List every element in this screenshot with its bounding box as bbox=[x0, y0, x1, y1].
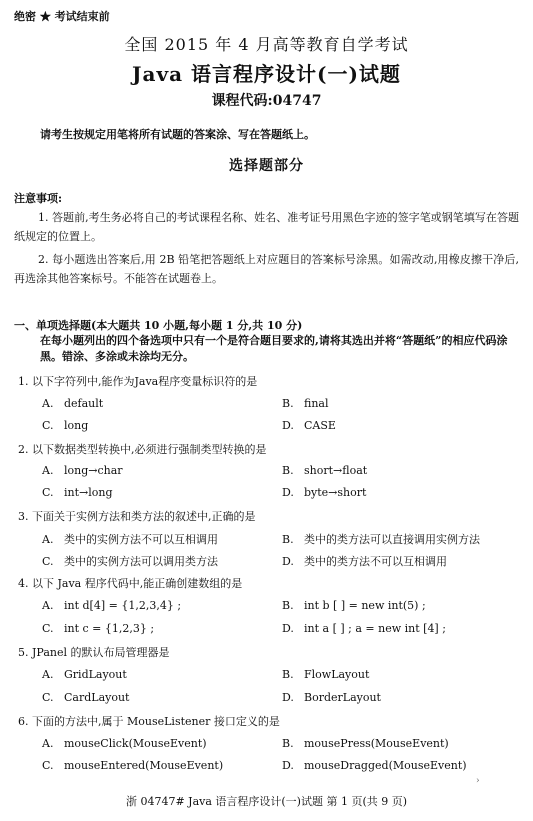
part-description: 在每小题列出的四个备选项中只有一个是符合题目要求的,请将其选出并将“答题纸”的相应代码涂黑。错涂、多涂或未涂均无分。 bbox=[40, 334, 508, 363]
option-text: mouseClick(MouseEvent) bbox=[64, 737, 207, 750]
option-text: CardLayout bbox=[64, 691, 130, 704]
question-stem bbox=[18, 575, 242, 591]
option-text: 类中的实例方法不可以互相调用 bbox=[64, 533, 218, 546]
option-text: byte→short bbox=[304, 486, 367, 499]
option-d bbox=[282, 759, 467, 772]
option-text: int d[4] = {1,2,3,4} ; bbox=[64, 599, 182, 612]
option-b bbox=[282, 531, 480, 547]
option-letter: C. bbox=[42, 486, 54, 499]
question-text: JPanel 的默认布局管理器是 bbox=[32, 646, 170, 659]
option-b bbox=[282, 737, 449, 750]
option-letter: A. bbox=[42, 533, 54, 546]
option-letter: D. bbox=[282, 486, 294, 499]
option-letter: C. bbox=[42, 419, 54, 432]
option-text: int b [ ] = new int(5) ; bbox=[304, 599, 426, 612]
question-number: 5. bbox=[18, 646, 29, 659]
question-number: 3. bbox=[18, 510, 29, 523]
option-text: 类中的实例方法可以调用类方法 bbox=[64, 555, 218, 568]
question-text: 以下数据类型转换中,必须进行强制类型转换的是 bbox=[32, 443, 267, 456]
note-item: 2. 每小题选出答案后,用 2B 铅笔把答题纸上对应题目的答案标号涂黑。如需改动,用橡皮擦干净后,再选涂其他答案标号。不能答在试题卷上。 bbox=[14, 253, 519, 285]
option-b bbox=[282, 397, 329, 410]
option-d bbox=[282, 486, 366, 499]
option-letter: C. bbox=[42, 759, 54, 772]
option-letter: C. bbox=[42, 691, 54, 704]
option-letter: C. bbox=[42, 622, 54, 635]
option-letter: A. bbox=[42, 737, 54, 750]
question-text: 以下字符列中,能作为Java程序变量标识符的是 bbox=[32, 375, 258, 388]
paper-title: Java 语言程序设计(一)试题 bbox=[132, 62, 401, 86]
option-text: int→long bbox=[64, 486, 113, 499]
option-c bbox=[42, 486, 113, 499]
option-letter: D. bbox=[282, 622, 294, 635]
question-text: 以下 Java 程序代码中,能正确创建数组的是 bbox=[32, 577, 243, 590]
option-letter: D. bbox=[282, 555, 294, 568]
option-letter: C. bbox=[42, 555, 54, 568]
question-stem bbox=[18, 644, 169, 660]
option-text: long bbox=[64, 419, 89, 432]
option-text: final bbox=[304, 397, 329, 410]
option-d bbox=[282, 622, 446, 635]
question-number: 4. bbox=[18, 577, 29, 590]
course-code: 课程代码:04747 bbox=[211, 93, 322, 109]
option-a bbox=[42, 397, 103, 410]
option-letter: B. bbox=[282, 464, 294, 477]
question-number: 1. bbox=[18, 375, 29, 388]
notes-title: 注意事项: bbox=[14, 192, 63, 205]
option-c bbox=[42, 691, 129, 704]
option-letter: D. bbox=[282, 691, 294, 704]
instruction: 请考生按规定用笔将所有试题的答案涂、写在答题纸上。 bbox=[40, 128, 315, 141]
option-text: BorderLayout bbox=[304, 691, 381, 704]
option-letter: A. bbox=[42, 464, 54, 477]
option-text: short→float bbox=[304, 464, 368, 477]
option-text: int a [ ] ; a = new int [4] ; bbox=[304, 622, 446, 635]
question-stem bbox=[18, 508, 256, 524]
page-footer: 浙 04747# Java 语言程序设计(一)试题 第 1 页(共 9 页) bbox=[125, 795, 408, 808]
option-letter: B. bbox=[282, 599, 294, 612]
option-text: mousePress(MouseEvent) bbox=[304, 737, 449, 750]
note-item: 1. 答题前,考生务必将自己的考试课程名称、姓名、准考证号用黑色字迹的签字笔或钢笔填写在答题纸规定的位置上。 bbox=[14, 211, 519, 243]
option-letter: D. bbox=[282, 419, 294, 432]
option-letter: B. bbox=[282, 533, 294, 546]
question-text: 下面的方法中,属于 MouseListener 接口定义的是 bbox=[32, 715, 280, 728]
option-text: 类中的类方法可以直接调用实例方法 bbox=[304, 533, 480, 546]
option-a bbox=[42, 668, 127, 681]
option-letter: B. bbox=[282, 737, 294, 750]
option-text: 类中的类方法不可以互相调用 bbox=[304, 555, 447, 568]
question-number: 2. bbox=[18, 443, 29, 456]
question-stem bbox=[18, 441, 267, 457]
option-text: mouseEntered(MouseEvent) bbox=[64, 759, 224, 772]
option-letter: A. bbox=[42, 599, 54, 612]
option-c bbox=[42, 553, 218, 569]
option-letter: B. bbox=[282, 668, 294, 681]
option-c bbox=[42, 759, 223, 772]
option-b bbox=[282, 668, 369, 681]
option-text: FlowLayout bbox=[304, 668, 370, 681]
question-stem bbox=[18, 373, 257, 389]
option-letter: A. bbox=[42, 397, 54, 410]
option-letter: B. bbox=[282, 397, 294, 410]
scan-mark-icon: › bbox=[476, 776, 480, 786]
question-number: 6. bbox=[18, 715, 29, 728]
option-text: mouseDragged(MouseEvent) bbox=[304, 759, 467, 772]
option-a bbox=[42, 531, 218, 547]
question-text: 下面关于实例方法和类方法的叙述中,正确的是 bbox=[32, 510, 256, 523]
option-a bbox=[42, 464, 123, 477]
option-c bbox=[42, 419, 88, 432]
exam-title: 全国 2015 年 4 月高等教育自学考试 bbox=[124, 35, 409, 54]
option-a bbox=[42, 599, 181, 612]
option-c bbox=[42, 622, 154, 635]
option-letter: D. bbox=[282, 759, 294, 772]
option-text: int c = {1,2,3} ; bbox=[64, 622, 155, 635]
option-d bbox=[282, 553, 447, 569]
option-d bbox=[282, 419, 336, 432]
option-text: GridLayout bbox=[64, 668, 127, 681]
option-b bbox=[282, 599, 426, 612]
option-text: CASE bbox=[304, 419, 336, 432]
section-title: 选择题部分 bbox=[229, 158, 304, 174]
option-a bbox=[42, 737, 207, 750]
option-letter: A. bbox=[42, 668, 54, 681]
option-text: default bbox=[64, 397, 104, 410]
option-d bbox=[282, 691, 381, 704]
part-title: 一、单项选择题(本大题共 10 小题,每小题 1 分,共 10 分) bbox=[14, 319, 303, 332]
option-text: long→char bbox=[64, 464, 123, 477]
secret-label: 绝密 ★ 考试结束前 bbox=[14, 10, 110, 23]
option-b bbox=[282, 464, 367, 477]
question-stem bbox=[18, 713, 280, 729]
